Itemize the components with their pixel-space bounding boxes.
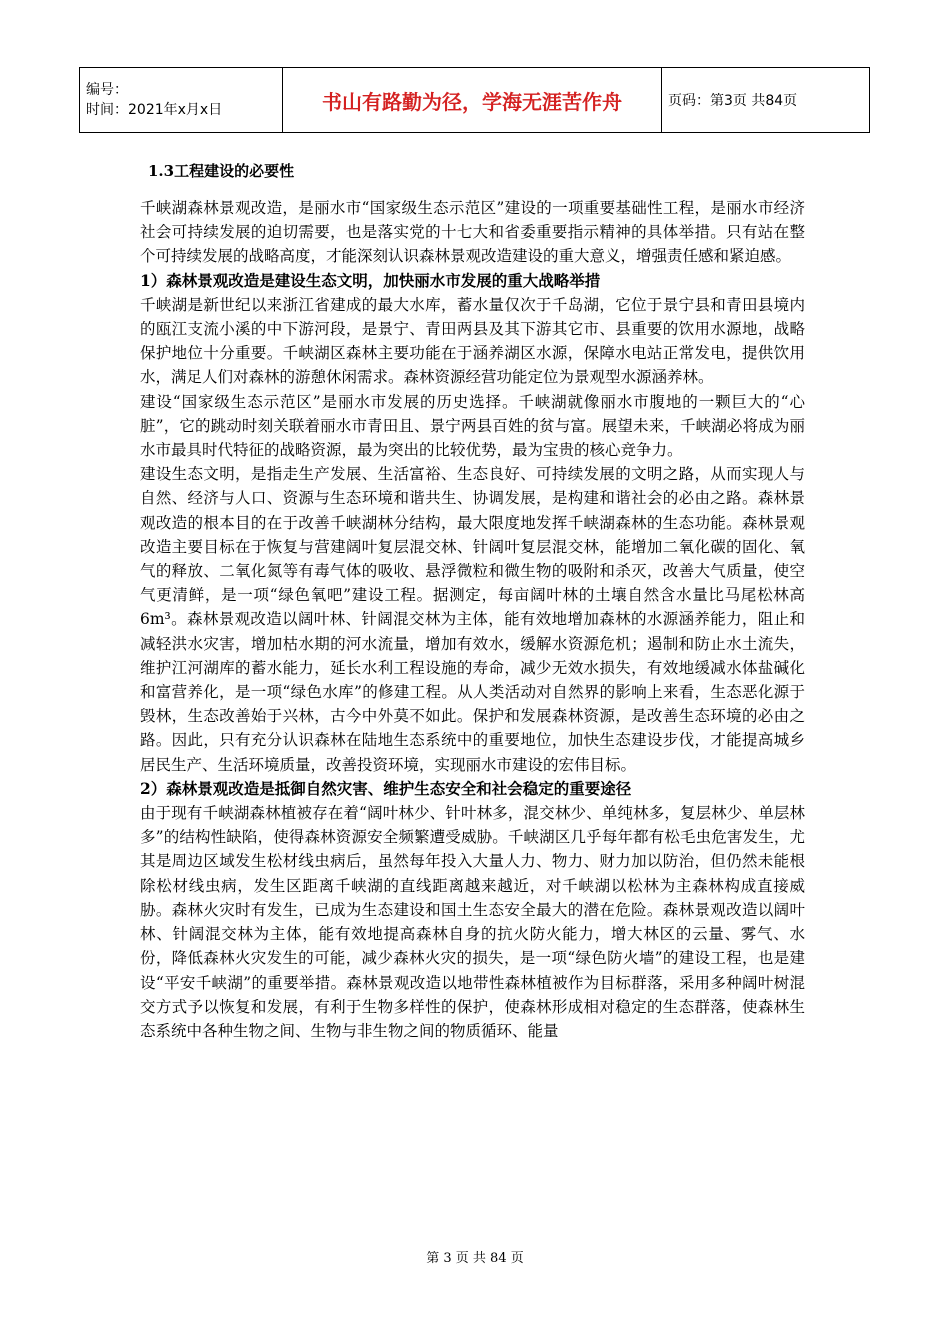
paragraph: 建设“国家级生态示范区”是丽水市发展的历史选择。千峡湖就像丽水市腹地的一颗巨大的“心脏”，它的跳动时刻关联着丽水市青田且、景宁两县百姓的贫与富。展望未来，千峡湖必将成为丽水市最具时代特征的战略资源，最为突出的比较优势，最为宝贵的核心竞争力。 xyxy=(140,392,805,460)
page-info: 页码：第3页 共84页 xyxy=(662,68,870,133)
document-body xyxy=(140,150,805,1043)
paragraph: 千峡湖是新世纪以来浙江省建成的最大水库，蓄水量仅次于千岛湖，它位于景宁县和青田县境内的瓯江支流小溪的中下游河段，是景宁、青田两县及其下游其它市、县重要的饮用水源地，战略保护地位十分重要。千峡湖区森林主要功能在于涵养湖区水源，保障水电站正常发电，提供饮用水，满足人们对森林的游憩休闲需求。森林资源经营功能定位为景观型水源涵养林。 xyxy=(140,295,805,387)
header-meta xyxy=(80,68,283,133)
subheading: 1）森林景观改造是建设生态文明，加快丽水市发展的重大战略举措 xyxy=(140,270,601,290)
document-header xyxy=(79,67,870,133)
section-title: 1.3工程建设的必要性 xyxy=(148,162,295,180)
subheading: 2）森林景观改造是抵御自然灾害、维护生态安全和社会稳定的重要途径 xyxy=(140,778,632,798)
page-footer: 第 3 页 共 84 页 xyxy=(426,1251,524,1266)
paragraph: 由于现有千峡湖森林植被存在着“阔叶林少、针叶林多，混交林少、单纯林多，复层林少、单层林多”的结构性缺陷，使得森林资源安全频繁遭受威胁。千峡湖区几乎每年都有松毛虫危害发生，尤其是周边区域发生松材线虫病后，虽然每年投入大量人力、物力、财力加以防治，但仍然未能根除松材线虫病，发生区距离千峡湖的直线距离越来越近，对千峡湖以松林为主森林构成直接威胁。森林火灾时有发生，已成为生态建设和国土生态安全最大的潜在危险。森林景观改造以阔叶林、针阔混交林为主体，能有效地提高森林自身的抗火防火能力，增大林区的云量、雾气、水份，降低森林火灾发生的可能，减少森林火灾的损失，是一项“绿色防火墙”的建设工程，也是建设“平安千峡湖”的重要举措。森林景观改造以地带性森林植被作为目标群落，采用多种阔叶树混交方式予以恢复和发展，有利于生物多样性的保护，使森林形成相对稳定的生态群落，使森林生态系统中各种生物之间、生物与非生物之间的物质循环、能量 xyxy=(140,804,805,1040)
motto: 书山有路勤为径，学海无涯苦作舟 xyxy=(283,68,662,133)
number-label: 编号： xyxy=(86,82,128,98)
time-label: 时间：2021年x月x日 xyxy=(86,102,223,118)
paragraph: 千峡湖森林景观改造，是丽水市“国家级生态示范区”建设的一项重要基础性工程，是丽水市经济社会可持续发展的迫切需要，也是落实党的十七大和省委重要指示精神的具体举措。只有站在整个可持续发展的战略高度，才能深刻认识森林景观改造建设的重大意义，增强责任感和紧迫感。 xyxy=(140,199,805,266)
paragraph: 建设生态文明，是指走生产发展、生活富裕、生态良好、可持续发展的文明之路，从而实现人与自然、经济与人口、资源与生态环境和谐共生、协调发展，是构建和谐社会的必由之路。森林景观改造的根本目的在于改善千峡湖林分结构，最大限度地发挥千峡湖森林的生态功能。森林景观改造主要目标在于恢复与营建阔叶复层混交林、针阔叶复层混交林，能增加二氧化碳的固化、氧气的释放、二氧化氮等有毒气体的吸收、悬浮微粒和微生物的吸附和杀灭，改善大气质量，使空气更清鲜，是一项“绿色氧吧”建设工程。据测定，每亩阔叶林的土壤自然含水量比马尾松林高6m³。森林景观改造以阔叶林、针阔混交林为主体，能有效地增加森林的水源涵养能力，阻止和减轻洪水灾害，增加枯水期的河水流量，增加有效水，缓解水资源危机；遏制和防止水土流失，维护江河湖库的蓄水能力，延长水利工程设施的寿命，减少无效水损失，有效地缓减水体盐碱化和富营养化，是一项“绿色水库”的修建工程。从人类活动对自然界的影响上来看，生态恶化源于毁林，生态改善始于兴林，古今中外莫不如此。保护和发展森林资源，是改善生态环境的必由之路。因此，只有充分认识森林在陆地生态系统中的重要地位，加快生态建设步伐，才能提高城乡居民生产、生活环境质量，改善投资环境，实现丽水市建设的宏伟目标。 xyxy=(140,465,805,774)
